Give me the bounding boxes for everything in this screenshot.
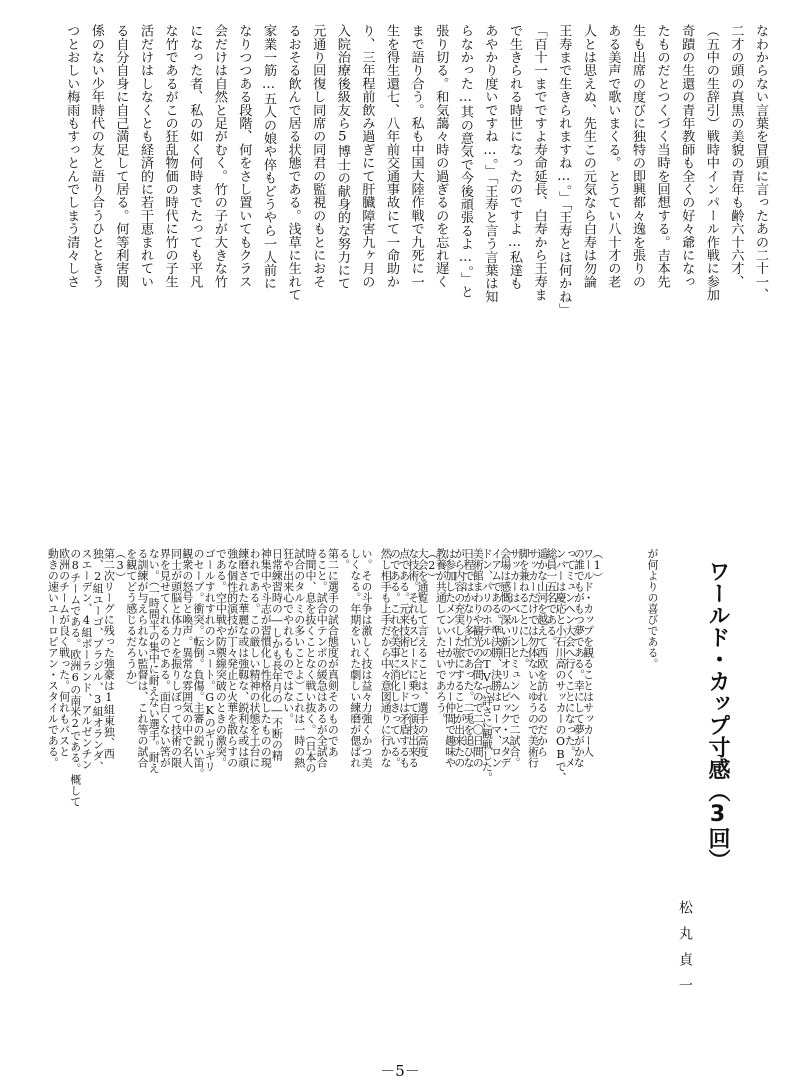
lower-right-line: 欧洲のチームが良く戦った。何れもパスと	[57, 548, 71, 757]
upper-right-line: 張り切る。和気藹々時の過ぎるのを忘れ遅く	[433, 24, 449, 288]
upper-left-line: ワールド・カップを観ることはサッカー人	[581, 548, 595, 757]
upper-left-line: 点である。元来技術とスピードは矛盾するも	[397, 548, 411, 768]
lower-right-line: い。その斗争は激しく技は益々力強くかつ美	[360, 548, 373, 768]
lower-right-line: 動きの速いユーロピアン・スタイルである。	[46, 548, 60, 768]
upper-right-line: な竹であるがこの狂乱物価の時代に竹の子生	[162, 24, 178, 288]
upper-left-line: 遥かな山河を越えて西欧を訪れるのだから	[535, 548, 549, 757]
lower-right-line: 時間中、息を抜くことなく戦い抜く。（日本の	[304, 548, 317, 774]
upper-right-line: 「百十一までですよ寿命延長、白寿から王寿ま	[531, 24, 547, 302]
upper-left-line: 美術館まわりや観光の合間なので二〇日間の	[471, 548, 485, 768]
lower-right-line: 観衆の怒号と喚声。異常な雰囲気の中で名人	[180, 548, 194, 768]
upper-right-line: 人とは思えぬ、先生この元気なら白寿は勿論	[580, 24, 596, 288]
upper-right-line: で生きられる時世になったのですよ…私達も	[507, 24, 522, 290]
lower-right-line: である。空中戦や防禦線突破のときの激突。	[214, 548, 228, 768]
upper-left-line: ドン、パリのホテルのTVで詳さに観戦した。	[480, 548, 494, 783]
upper-right-line: る自分自身に自己満足して居る。何等利害関	[113, 24, 129, 288]
upper-right-line: 家業一筋…五人の娘や倅もどうやら一人前に	[261, 24, 276, 290]
upper-left-line: のである。これを美事に消化しきっている。	[388, 548, 402, 768]
upper-right-line: （五中の生辞引）戦時中インパール作戦に参加	[703, 24, 719, 302]
lower-right-line: のセーブ。衝突。転倒。負傷。主審の鋭い笛。	[192, 548, 205, 779]
upper-left-line: ンバーは慶応と小石川高のサッカーのOBで、	[554, 548, 567, 783]
upper-right-line: なわからない言葉を冒頭に言ったあの二十一、	[753, 24, 768, 302]
upper-left-line: （1）	[590, 548, 604, 583]
upper-left-line: は参加したメンバーがサッカー仲間で趣味や	[443, 548, 457, 768]
upper-right-line: まで語り合う。私も中国大陸作戦で九死に一	[408, 24, 424, 288]
upper-right-line: り、三年程前飲み過ぎにて肝臓障害九ヶ月の	[359, 24, 375, 288]
upper-left-line: が何よりの喜びである。	[646, 548, 659, 669]
upper-right-line: 生を得生還七、八年前交通事故にて一命助か	[384, 24, 399, 288]
lower-right-line: 独、2組ユーゴ、ブラジル、3組オランダ、	[91, 548, 105, 772]
upper-left-line: サッカーだけでは勿体ないとゆうので美術行	[526, 548, 540, 768]
upper-right-line: ある美声で歌いまくる。とうてい八十才の老	[605, 24, 621, 288]
upper-left-line: 日程ではかなり多忙であった。二兎を追ひな	[462, 548, 475, 768]
lower-right-line: の8チームである。欧洲6の南米2である。概して	[68, 548, 82, 807]
lower-right-line: われである。この厳しい精神の状態を土台に	[248, 548, 261, 768]
upper-right-line: になった者、私の如く何時までたっても平凡	[187, 24, 203, 288]
upper-left-line: イアムである。準決勝、決勝はローマ、ロン	[489, 548, 503, 768]
upper-left-line: （2）	[425, 548, 439, 583]
upper-right-line: 二才の頭の真黒の美貌の青年も齢六十六才、	[728, 24, 744, 288]
author-name: 松丸貞一	[677, 900, 693, 1004]
upper-right-line: るおそる飲んで居る状態である。浅草に生れて	[285, 24, 301, 302]
upper-left-line: の誰でもがもつ夢である。幸にして夢がかな	[572, 548, 586, 768]
upper-left-line: 脚を兼ねることにした。	[517, 548, 531, 669]
upper-left-line: 総員一五名である。	[544, 548, 558, 647]
lower-right-line: 第二次リーグに残った強豪は1組東独、西	[102, 548, 116, 759]
upper-right-line: 生も出席の度びに独特の即興都々逸を張りの	[630, 24, 645, 288]
upper-left-line: がら内容の充実した旅にすることが出来たの	[452, 548, 466, 768]
upper-right-line: 王寿まで生きられますね…。」「王寿とは何かね」	[556, 24, 572, 317]
upper-right-line: 活だけはしなくとも経済的に若干恵まれてい	[138, 24, 153, 288]
upper-right-line: たものだとつくづく当時を回想する。吉本先	[654, 24, 670, 288]
upper-right-line: らなかった…其の意気で今後頑張るよ…。」と	[457, 24, 473, 299]
lower-right-line: しくなる。年期をいれた劇しい練磨が偲ばれ	[348, 548, 362, 768]
lower-right-line: 神集中や斗志が習慣化し性格化したものの現	[259, 548, 273, 768]
lower-right-line: 第二に選手の試合態度が真剣そのものであ	[326, 548, 340, 757]
lower-right-line: 日常練習時の―しかも長年月の―不断の精	[270, 548, 284, 761]
upper-right-line: 入院治療後級友ら5博士の献身的な努力にて	[334, 24, 350, 290]
upper-left-line: 教養が共通していたせいであろう。	[434, 548, 448, 724]
lower-right-line: 試合のタルミの多いことよ）これは一時の熱	[292, 548, 306, 768]
upper-right-line: 元通り回復し同席の同君の監視のもとにおそ	[310, 24, 326, 288]
upper-right-line: 会だけは自然と足がむく。竹の子が大きな竹	[211, 24, 227, 288]
lower-right-line: （3）	[113, 548, 127, 583]
upper-right-line: つとおしい梅雨もすっとんでしまう清々しさ	[64, 24, 80, 288]
lower-right-line: 界を見せてくれるのである。面白くない筈が	[158, 548, 172, 768]
lower-right-line: 強な個性的演技が丁々発止と火華を散らすの	[225, 548, 239, 768]
upper-left-line: 大会を通覧して言えることは、選手の高度	[416, 548, 429, 757]
lower-right-line: ゴールすれすれのシュート。GKのギリギリ	[203, 548, 217, 772]
upper-left-line: 会場は感慨の深い新旧オリムピック・スタデ	[498, 548, 512, 768]
upper-left-line: 然し相手も上手だから中々意図通りに行かな	[379, 548, 393, 768]
lower-right-line: を観てどう感じるだろうか）	[124, 548, 138, 691]
lower-right-line: スエーデン、4組ポーランド、アルゼンチン	[80, 548, 93, 770]
upper-left-line: な技術。それもスピードに乗って演技出来る	[406, 548, 420, 768]
upper-left-line: サッカーはベルリンとミュンヘンで二試合。	[508, 548, 521, 768]
lower-right-line: 練磨された華麗な或は強靱な、鋭利な或は頑	[236, 548, 250, 768]
upper-right-line: 奇蹟の生還の青年教師も全くの好々爺になっ	[679, 24, 695, 288]
page-number: －5－	[380, 1062, 420, 1080]
lower-right-line: 狂や出来心でやれるものではない。	[281, 548, 295, 724]
lower-right-line: ること。試合中テンポの緩急はあるが全試合	[315, 548, 329, 768]
lower-right-line: る訓練が与えられない監督は、これ等の試合	[136, 548, 149, 768]
lower-right-line: 同士が頭脳と体力とを振りしぼって技術の限	[169, 548, 183, 768]
upper-left-line: ってミュンヘン大会へ行くことになった。メ	[563, 548, 577, 768]
upper-right-line: なりつつある段階、何をさし置いてもクラス	[236, 24, 252, 288]
lower-right-line: る。	[337, 548, 351, 570]
lower-right-line: ない。（一時間半の集中に耐えない選手。耐え	[147, 548, 161, 774]
article-title: ワールド・カップ寸感（3回）	[705, 560, 730, 871]
upper-right-line: 係のない少年時代の友と語り合うひとときう	[88, 24, 104, 288]
upper-right-line: あやかり度いですね…。」「王寿と言う言葉は知	[482, 24, 498, 303]
